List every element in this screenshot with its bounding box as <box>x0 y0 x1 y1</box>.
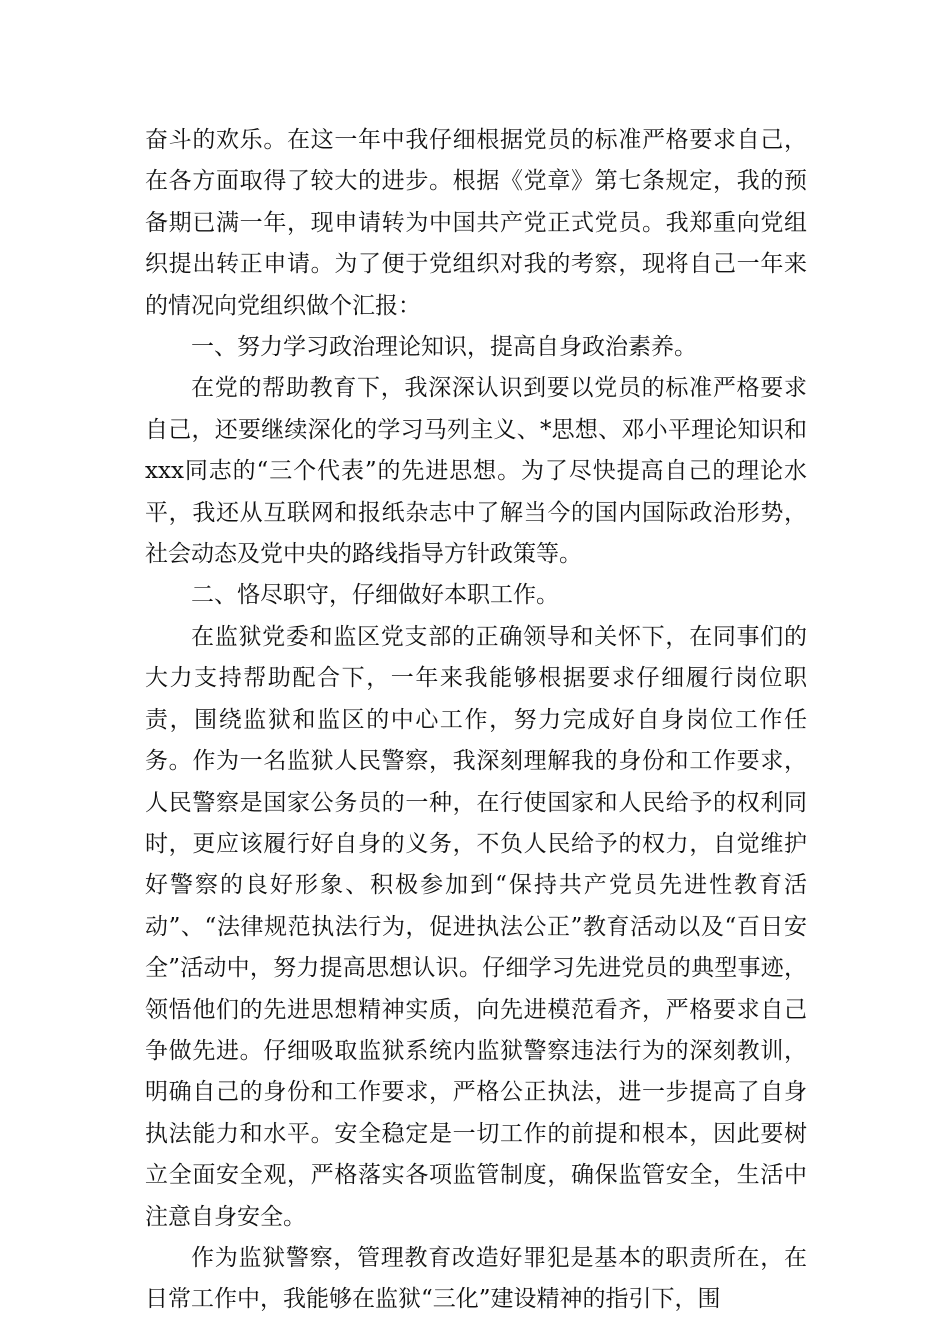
body-paragraph: 在党的帮助教育下，我深深认识到要以党员的标准严格要求自己，还要继续深化的学习马列主义、*思想、邓小平理论知识和xxx同志的“三个代表”的先进思想。为了尽快提高自己的理论水平，我还从互联网和报纸杂志中了解当今的国内国际政治形势，社会动态及党中央的路线指导方针政策等。 <box>145 375 807 568</box>
section-heading-1: 一、努力学习政治理论知识，提高自身政治素养。 <box>191 334 697 361</box>
section-heading-2: 二、恪尽职守，仔细做好本职工作。 <box>191 582 559 609</box>
body-paragraph: 在监狱党委和监区党支部的正确领导和关怀下，在同事们的大力支持帮助配合下，一年来我能够根据要求仔细履行岗位职责，围绕监狱和监区的中心工作，努力完成好自身岗位工作任务。作为一名监狱人民警察，我深刻理解我的身份和工作要求，人民警察是国家公务员的一种，在行使国家和人民给予的权利同时，更应该履行好自身的义务，不负人民给予的权力，自觉维护好警察的良好形象、积极参加到“保持共产党员先进性教育活动”、“法律规范执法行为，促进执法公正”教育活动以及“百日安全”活动中，努力提高思想认识。仔细学习先进党员的典型事迹，领悟他们的先进思想精神实质，向先进模范看齐，严格要求自己争做先进。仔细吸取监狱系统内监狱警察违法行为的深刻教训，明确自己的身份和工作要求，严格公正执法，进一步提高了自身执法能力和水平。安全稳定是一切工作的前提和根本，因此要树立全面安全观，严格落实各项监管制度，确保监管安全，生活中注意自身安全。 <box>145 623 807 1230</box>
document-page <box>145 120 807 1321</box>
body-paragraph-continued: 奋斗的欢乐。在这一年中我仔细根据党员的标准严格要求自己，在各方面取得了较大的进步。根据《党章》第七条规定，我的预备期已满一年，现申请转为中国共产党正式党员。我郑重向党组织提出转正申请。为了便于党组织对我的考察，现将自己一年来的情况向党组织做个汇报： <box>145 127 807 319</box>
body-paragraph-truncated: 作为监狱警察，管理教育改造好罪犯是基本的职责所在，在日常工作中，我能够在监狱“三化”建设精神的指引下，围 <box>145 1244 807 1313</box>
